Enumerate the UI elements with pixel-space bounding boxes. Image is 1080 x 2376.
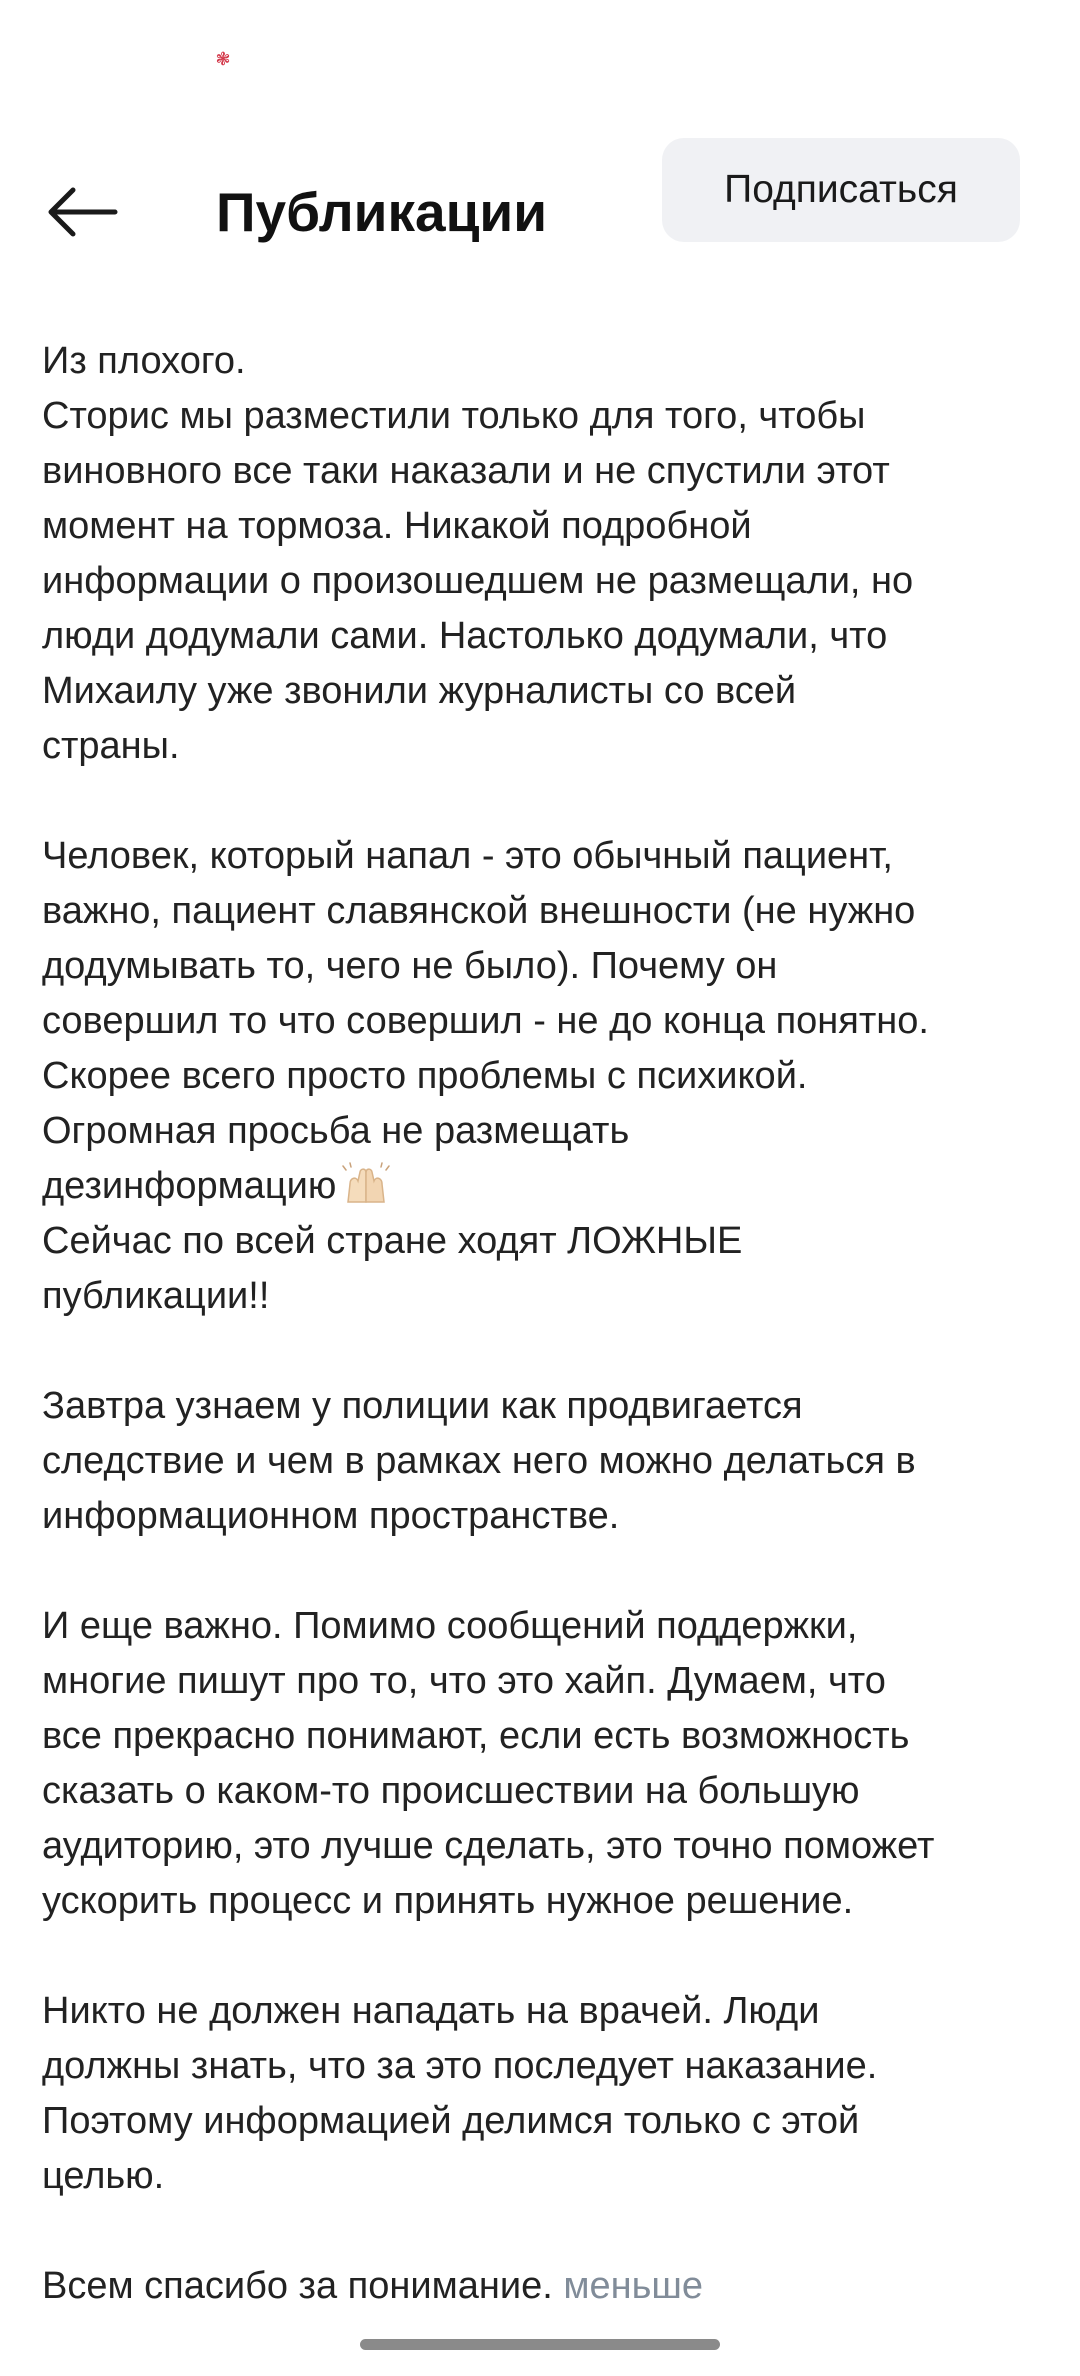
text-line: многие пишут про то, что это хайп. Думаем, что [42,1660,886,1702]
post-paragraph [42,1599,1052,1929]
text-line: додумывать то, чего не было). Почему он [42,945,778,987]
text-line: Завтра узнаем у полиции как продвигается [42,1385,803,1427]
text-line: сказать о каком-то происшествии на большую [42,1770,860,1812]
text-line: Скорее всего просто проблемы с психикой. [42,1055,808,1097]
post-paragraph [42,1379,1052,1544]
notification-icon: ❃ [215,49,231,69]
top-app-bar [0,120,1080,290]
text-line: Михаилу уже звонили журналисты со всей [42,670,797,712]
text-line: Никто не должен нападать на врачей. Люди [42,1990,820,2032]
text-line: все прекрасно понимают, если есть возможность [42,1715,910,1757]
text-line: люди додумали сами. Настолько додумали, что [42,615,888,657]
subscribe-button[interactable]: Подписаться [662,138,1020,242]
text-line: должны знать, что за это последует наказание. [42,2045,878,2087]
closing-line [42,2259,1052,2314]
closing-text: Всем спасибо за понимание. [42,2265,553,2307]
text-line: важно, пациент славянской внешности (не нужно [42,890,916,932]
arrow-left-icon [47,186,119,238]
text-line: дезинформацию [42,1165,337,1207]
text-line: Сторис мы разместили только для того, чтобы [42,395,866,437]
post-paragraph [42,334,1052,774]
text-line: момент на тормоза. Никакой подробной [42,505,752,547]
text-line: Поэтому информацией делимся только с этой [42,2100,860,2142]
text-line: И еще важно. Помимо сообщений поддержки, [42,1605,858,1647]
status-bar [0,0,1080,120]
text-line: аудиторию, это лучше сделать, это точно поможет [42,1825,935,1867]
text-line: совершил то что совершил - не до конца понятно. [42,1000,929,1042]
text-line: информации о произошедшем не размещали, но [42,560,914,602]
back-button[interactable] [38,172,128,252]
text-line: публикации!! [42,1275,270,1317]
raising-hands-emoji [342,1162,390,1204]
text-line: целью. [42,2155,165,2197]
post-paragraph [42,829,1052,1324]
post-closing [42,2259,1052,2314]
text-line: виновного все таки наказали и не спустили этот [42,450,890,492]
text-line: Из плохого. [42,340,246,382]
page-title: Публикации [216,181,548,243]
post-paragraph [42,1984,1052,2204]
text-line: Сейчас по всей стране ходят ЛОЖНЫЕ [42,1220,743,1262]
text-line-with-emoji [42,1159,1052,1214]
text-line: Огромная просьба не размещать [42,1110,630,1152]
text-line: следствие и чем в рамках него можно делаться в [42,1440,916,1482]
text-line: Человек, который напал - это обычный пациент, [42,835,893,877]
home-indicator[interactable] [360,2339,720,2350]
text-line: ускорить процесс и принять нужное решение. [42,1880,854,1922]
text-line: информационном пространстве. [42,1495,620,1537]
post-text [42,334,1052,2369]
show-less-link[interactable]: меньше [563,2265,703,2307]
text-line: страны. [42,725,180,767]
